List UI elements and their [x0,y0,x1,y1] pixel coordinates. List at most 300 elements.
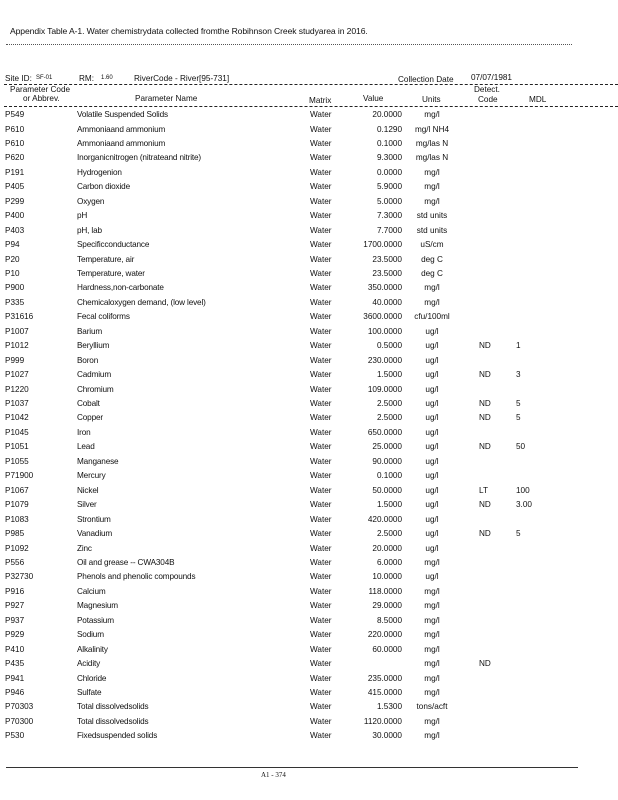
cell-units: ug/l [425,456,439,466]
river-code: RiverCode - River[95-731] [134,74,230,83]
cell-param-name: Nickel [77,485,99,495]
cell-param-name: pH, lab [77,225,102,235]
table-row [0,601,618,615]
cell-value: 5.0000 [376,196,402,206]
cell-units: deg C [421,268,443,278]
table-row [0,515,618,529]
cell-units: mg/l NH4 [414,124,450,134]
col-param-code-line1: Parameter Code [10,85,71,94]
cell-value: 420.0000 [367,514,402,524]
cell-value: 0.1290 [376,124,402,134]
cell-units: ug/l [425,442,439,452]
cell-value: 415.0000 [367,688,402,697]
cell-matrix: Water [310,471,332,481]
cell-units: mg/las N [415,153,449,163]
table-row [0,630,618,644]
table-row [0,240,618,254]
table-row [0,471,618,485]
cell-matrix: Water [310,688,332,697]
cell-matrix: Water [310,268,332,278]
table-row [0,139,618,153]
cell-param-code: P10 [5,268,20,278]
table-row [0,457,618,471]
cell-value: 1700.0000 [363,240,402,249]
rm-label: RM: [79,74,95,83]
cell-param-code: P299 [5,196,25,206]
cell-param-code: P927 [5,601,25,611]
cell-detect-code: LT [479,485,488,495]
table-row [0,153,618,167]
cell-value: 235.0000 [367,673,402,683]
cell-param-name: Potassium [77,615,114,625]
cell-units: ug/l [425,485,439,495]
collection-date-value: 07/07/1981 [471,73,512,82]
table-row [0,558,618,572]
cell-matrix: Water [310,601,332,611]
cell-param-name: Silver [77,500,97,510]
table-row [0,269,618,283]
page-number: A1 - 374 [261,771,286,779]
cell-value: 23.5000 [372,254,402,264]
cell-units: ug/l [425,370,439,380]
cell-param-code: P610 [5,138,25,148]
cell-matrix: Water [310,196,332,206]
cell-units: ug/l [425,427,439,437]
cell-units: mg/l [424,110,440,119]
cell-matrix: Water [310,240,332,249]
col-units: Units [422,95,441,104]
cell-value: 100.0000 [367,326,402,336]
cell-param-name: Lead [77,442,95,452]
site-id-value: SF-01 [36,75,53,81]
footer-rule [6,767,578,768]
cell-units: mg/l [424,630,440,640]
table-row [0,702,618,716]
cell-units: ug/l [425,514,439,524]
cell-units: mg/l [424,586,440,596]
cell-units: mg/l [424,688,440,697]
table-row [0,255,618,269]
cell-param-code: P916 [5,586,25,596]
cell-value: 40.0000 [372,297,402,307]
cell-value: 10.0000 [372,572,402,582]
cell-matrix: Water [310,615,332,625]
cell-param-name: Oxygen [77,196,105,206]
table-row [0,327,618,341]
cell-param-name: Total dissolvedsolids [77,702,149,712]
table-row [0,428,618,442]
cell-mdl: 50 [516,442,526,452]
cell-param-name: Ammoniaand ammonium [77,138,166,148]
cell-value: 1.5000 [376,500,402,510]
cell-matrix: Water [310,456,332,466]
cell-matrix: Water [310,167,332,177]
table-row [0,688,618,702]
cell-value: 29.0000 [372,601,402,611]
rm-value: 1.60 [101,75,113,81]
header-top-rule [4,84,618,85]
cell-units: ug/l [425,413,439,423]
col-detect-line1: Detect. [474,85,500,94]
cell-param-name: Calcium [77,586,106,596]
cell-param-code: P999 [5,355,25,365]
cell-matrix: Water [310,341,332,351]
cell-value: 7.3000 [376,211,402,221]
cell-detect-code: ND [479,341,491,351]
cell-units: std units [416,211,448,221]
cell-param-name: Sodium [77,630,104,640]
table-row [0,413,618,427]
cell-param-code: P1055 [5,456,29,466]
cell-param-name: Ammoniaand ammonium [77,124,166,134]
cell-param-code: P1045 [5,427,29,437]
col-matrix: Matrix [309,96,332,105]
cell-param-code: P1067 [5,485,29,495]
cell-matrix: Water [310,673,332,683]
cell-param-code: P71900 [5,471,34,481]
table-row [0,110,618,124]
cell-param-code: P31616 [5,312,34,322]
cell-units: ug/l [425,341,439,351]
cell-units: ug/l [425,529,439,538]
cell-param-code: P70303 [5,702,34,712]
cell-param-code: P405 [5,182,25,192]
table-row [0,125,618,139]
cell-param-code: P556 [5,558,25,567]
cell-param-code: P1220 [5,384,29,394]
col-value: Value [363,94,384,103]
cell-units: mg/l [424,731,440,741]
table-row [0,298,618,312]
table-row [0,659,618,673]
cell-param-name: Copper [77,413,103,423]
cell-param-code: P20 [5,254,20,264]
cell-value: 1120.0000 [363,716,402,726]
table-row [0,587,618,601]
header-bottom-rule [4,106,618,107]
cell-param-name: Phenols and phenolic compounds [77,572,196,582]
cell-value: 109.0000 [367,384,402,394]
cell-value: 118.0000 [368,586,402,596]
cell-param-code: P1083 [5,514,29,524]
cell-matrix: Water [310,644,332,654]
cell-param-code: P32730 [5,572,34,582]
cell-matrix: Water [310,572,332,582]
cell-matrix: Water [310,370,332,380]
cell-mdl: 100 [516,485,530,495]
cell-units: ug/l [425,543,439,553]
cell-detect-code: ND [479,659,491,669]
cell-matrix: Water [310,124,332,134]
cell-value: 3600.0000 [363,312,402,322]
cell-param-name: Fixedsuspended solids [77,731,158,741]
table-row [0,226,618,240]
cell-param-name: Oil and grease -- CWA304B [77,558,175,567]
cell-param-name: Cobalt [77,399,100,408]
cell-param-code: P530 [5,731,25,741]
cell-units: mg/l [424,644,440,654]
table-title: Appendix Table A-1. Water chemistrydata collected fromthe Robihnson Creek studyarea in 2016. [10,26,368,36]
title-divider [6,44,572,45]
cell-param-code: P900 [5,283,25,293]
cell-units: mg/l [424,182,440,192]
cell-units: tons/acft [416,702,448,712]
cell-units: mg/l [424,558,440,567]
cell-param-name: Total dissolvedsolids [77,716,149,726]
cell-units: mg/l [424,297,440,307]
cell-param-name: Strontium [77,514,111,524]
cell-param-name: Acidity [77,659,101,669]
col-mdl: MDL [529,95,547,104]
cell-matrix: Water [310,326,332,336]
cell-param-code: P70300 [5,716,34,726]
cell-value: 20.0000 [372,543,402,553]
cell-param-name: Hardness,non-carbonate [77,283,164,293]
cell-value: 60.0000 [372,644,402,654]
cell-units: mg/l [424,659,440,669]
cell-param-code: P403 [5,225,25,235]
cell-param-code: P941 [5,673,25,683]
cell-mdl: 3.00 [516,500,532,510]
cell-param-name: Cadmium [77,370,111,380]
cell-param-name: Iron [77,427,91,437]
cell-value: 25.0000 [372,442,402,452]
cell-matrix: Water [310,442,332,452]
cell-detect-code: ND [479,442,491,452]
table-row [0,182,618,196]
table-row [0,197,618,211]
cell-param-name: Fecal coliforms [77,312,130,322]
table-row [0,442,618,456]
cell-matrix: Water [310,630,332,640]
table-row [0,168,618,182]
cell-units: ug/l [425,471,439,481]
cell-detect-code: ND [479,399,491,408]
cell-param-code: P1092 [5,543,29,553]
cell-param-code: P549 [5,110,25,119]
table-row [0,486,618,500]
cell-param-name: Hydrogenion [77,167,122,177]
cell-param-name: Vanadium [77,529,113,538]
cell-units: mg/l [424,716,440,726]
cell-matrix: Water [310,500,332,510]
cell-param-code: P929 [5,630,25,640]
cell-param-code: P946 [5,688,25,697]
cell-matrix: Water [310,225,332,235]
cell-matrix: Water [310,211,332,221]
col-param-name: Parameter Name [135,94,198,103]
cell-param-code: P335 [5,297,25,307]
table-row [0,385,618,399]
cell-param-name: Temperature, water [77,268,145,278]
cell-matrix: Water [310,312,332,322]
table-row [0,645,618,659]
cell-value: 1.5000 [376,370,402,380]
table-row [0,717,618,731]
cell-units: ug/l [425,384,439,394]
cell-value: 90.0000 [372,456,402,466]
cell-value: 0.0000 [376,167,402,177]
col-param-code-line2: or Abbrev. [23,94,60,103]
table-row [0,500,618,514]
cell-param-name: Chemicaloxygen demand, (low level) [77,297,206,307]
cell-param-name: Chloride [77,673,107,683]
cell-param-name: Zinc [77,543,92,553]
cell-units: ug/l [425,355,439,365]
table-row [0,544,618,558]
cell-value: 30.0000 [372,731,402,741]
cell-matrix: Water [310,529,332,538]
cell-value: 6.0000 [376,558,402,567]
cell-units: ug/l [425,399,439,408]
cell-matrix: Water [310,138,332,148]
cell-value: 23.5000 [372,268,402,278]
cell-value: 9.3000 [376,153,402,163]
cell-matrix: Water [310,297,332,307]
cell-units: uS/cm [420,240,444,249]
cell-mdl: 3 [516,370,521,380]
cell-param-code: P1037 [5,399,29,408]
cell-param-code: P1012 [5,341,29,351]
cell-value: 350.0000 [367,283,402,293]
cell-value: 230.0000 [367,355,402,365]
cell-detect-code: ND [479,500,491,510]
cell-matrix: Water [310,355,332,365]
cell-param-name: Barium [77,326,103,336]
cell-matrix: Water [310,254,332,264]
cell-matrix: Water [310,182,332,192]
cell-value: 7.7000 [376,225,402,235]
table-row [0,211,618,225]
cell-param-code: P1027 [5,370,29,380]
cell-matrix: Water [310,659,332,669]
cell-param-name: Sulfate [77,688,102,697]
cell-units: ug/l [425,500,439,510]
cell-matrix: Water [310,586,332,596]
site-id-label: Site ID: [5,74,32,83]
table-row [0,356,618,370]
cell-units: ug/l [425,326,439,336]
table-row [0,529,618,543]
cell-matrix: Water [310,399,332,408]
cell-mdl: 5 [516,413,521,423]
cell-units: cfu/100ml [414,312,450,322]
cell-units: mg/l [424,196,440,206]
table-row [0,674,618,688]
cell-matrix: Water [310,543,332,553]
cell-mdl: 5 [516,529,521,538]
cell-param-name: pH [77,211,88,221]
cell-param-code: P410 [5,644,25,654]
cell-param-code: P191 [5,167,25,177]
table-row [0,341,618,355]
cell-value: 650.0000 [367,427,402,437]
cell-matrix: Water [310,485,332,495]
cell-value: 0.1000 [376,138,402,148]
cell-value: 2.5000 [376,529,402,538]
cell-units: mg/l [424,673,440,683]
cell-param-name: Chromium [77,384,114,394]
cell-value: 220.0000 [367,630,402,640]
table-row [0,399,618,413]
cell-units: mg/l [424,167,440,177]
cell-param-code: P1042 [5,413,29,423]
cell-units: std units [416,225,448,235]
cell-param-name: Magnesium [77,601,118,611]
cell-param-name: Temperature, air [77,254,135,264]
collection-date-label: Collection Date [398,75,454,84]
cell-units: mg/l [424,615,440,625]
cell-param-name: Boron [77,355,99,365]
cell-detect-code: ND [479,370,491,380]
cell-matrix: Water [310,384,332,394]
cell-value: 2.5000 [376,399,402,408]
cell-matrix: Water [310,110,332,119]
cell-param-code: P985 [5,529,25,538]
cell-units: mg/las N [415,138,449,148]
cell-matrix: Water [310,716,332,726]
cell-param-name: Inorganicnitrogen (nitrateand nitrite) [77,153,202,163]
cell-matrix: Water [310,153,332,163]
cell-detect-code: ND [479,529,491,538]
cell-param-name: Carbon dioxide [77,182,130,192]
cell-value: 50.0000 [372,485,402,495]
cell-detect-code: ND [479,413,491,423]
cell-param-code: P937 [5,615,25,625]
cell-param-name: Beryllium [77,341,110,351]
cell-units: mg/l [424,283,440,293]
cell-value: 2.5000 [376,413,402,423]
cell-value: 8.5000 [376,615,402,625]
cell-matrix: Water [310,731,332,741]
cell-param-code: P1051 [5,442,29,452]
cell-param-code: P1007 [5,326,29,336]
cell-units: mg/l [424,601,440,611]
cell-param-code: P620 [5,153,25,163]
table-row [0,731,618,745]
table-row [0,370,618,384]
table-row [0,283,618,297]
cell-param-code: P435 [5,659,25,669]
cell-matrix: Water [310,283,332,293]
col-detect-line2: Code [478,95,498,104]
cell-matrix: Water [310,427,332,437]
cell-units: deg C [421,254,443,264]
cell-matrix: Water [310,413,332,423]
cell-param-name: Volatile Suspended Solids [77,110,168,119]
cell-matrix: Water [310,558,332,567]
cell-matrix: Water [310,702,332,712]
table-row [0,312,618,326]
cell-param-code: P1079 [5,500,29,510]
cell-param-name: Specificconductance [77,240,150,249]
cell-param-code: P400 [5,211,25,221]
table-row [0,616,618,630]
cell-mdl: 1 [516,341,521,351]
cell-param-code: P610 [5,124,25,134]
cell-param-code: P94 [5,240,20,249]
cell-param-name: Alkalinity [77,644,108,654]
table-row [0,572,618,586]
cell-value: 0.5000 [376,341,402,351]
cell-matrix: Water [310,514,332,524]
cell-mdl: 5 [516,399,521,408]
cell-value: 5.9000 [376,182,402,192]
cell-value: 0.1000 [376,471,402,481]
cell-units: ug/l [425,572,439,582]
cell-value: 1.5300 [376,702,402,712]
cell-param-name: Manganese [77,456,119,466]
